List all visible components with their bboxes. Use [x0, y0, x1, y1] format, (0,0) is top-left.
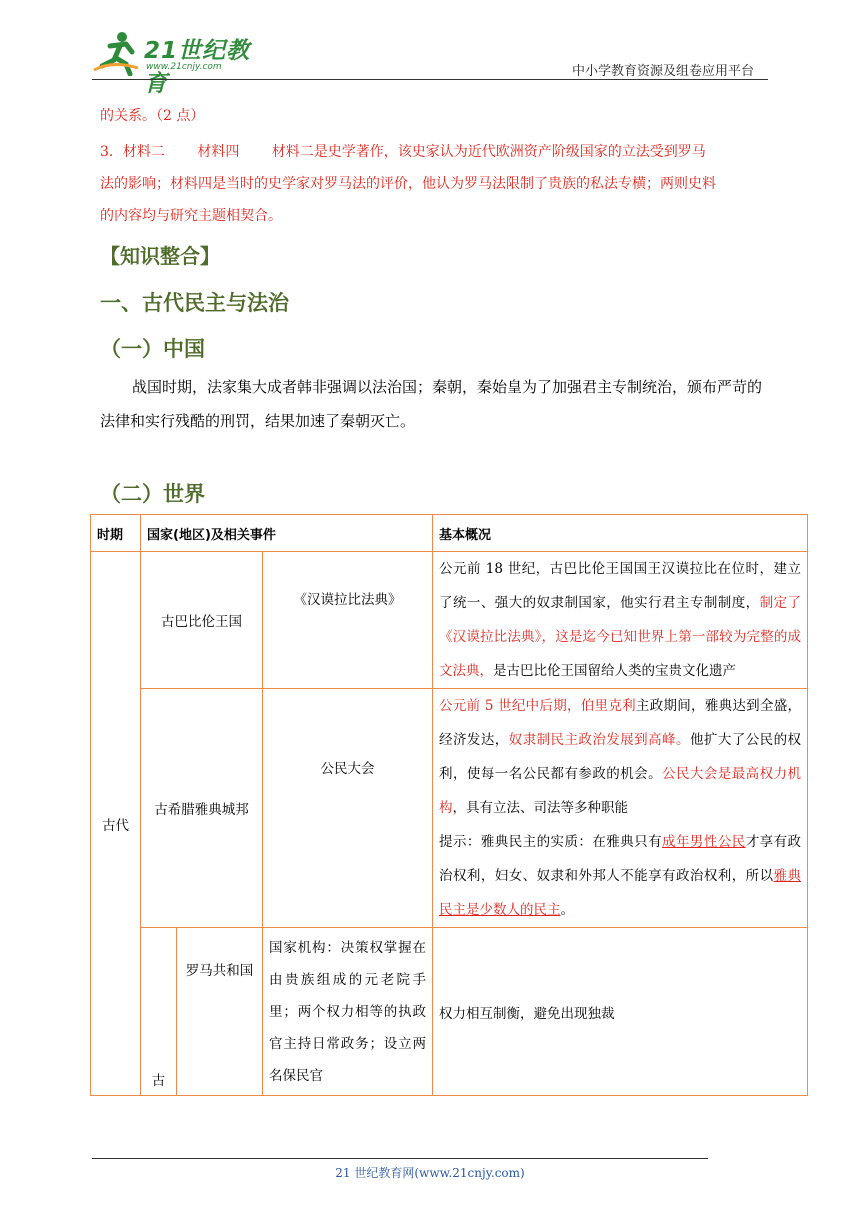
logo-url: www.21cnjy.com	[146, 62, 222, 72]
rome-country: 罗马共和国	[177, 928, 263, 1096]
athens-highlight-1: 公元前 5 世纪中后期，伯里克利	[439, 698, 636, 714]
answer-line-1: 的关系。（2 点）	[100, 108, 205, 124]
page-header	[0, 0, 860, 97]
footer-divider	[92, 1158, 708, 1159]
rome-institution: 国家机构：决策权掌握在由贵族组成的元老院手里；两个权力相等的执政官主持日常政务；设立两名保民官	[263, 928, 433, 1096]
athens-tip-end: 。	[560, 902, 574, 918]
table-header-row	[91, 515, 808, 552]
table-row-babylon	[91, 552, 808, 689]
answer-item3-line2: 法的影响；材料四是当时的史学家对罗马法的评价，他认为罗马法限制了贵族的私法专横；两则史料	[100, 176, 716, 192]
babylon-desc-text: 公元前 18 世纪，古巴比伦王国国王汉谟拉比在位时，建立了统一、强大的奴隶制国家，他实行君主专制制度，	[439, 561, 801, 611]
babylon-desc	[433, 552, 808, 689]
logo-text: 21世纪教育	[144, 38, 251, 97]
header-divider	[92, 79, 768, 80]
platform-label: 中小学教育资源及组卷应用平台	[571, 64, 754, 79]
table-row-athens	[91, 689, 808, 928]
athens-tip-highlight-1: 成年男性公民	[662, 834, 746, 850]
china-paragraph: 战国时期，法家集大成者韩非强调以法治国；秦朝，秦始皇为了加强君主专制统治，颁布严苛的法律和实行残酷的刑罚，结果加速了秦朝灭亡。	[100, 378, 763, 430]
athens-text-1: 主政期间，雅典达到全盛，经济发达，	[439, 698, 802, 748]
athens-country: 古希腊雅典城邦	[141, 689, 263, 928]
athens-tip-1: 提示：雅典民主的实质：在雅典只有	[439, 834, 663, 850]
athens-text-2: 他扩大了公民的权利，使每一名公民都有参政的机会。	[439, 732, 802, 782]
table-row-rome	[91, 928, 808, 1096]
header-country: 国家(地区)及相关事件	[141, 515, 433, 552]
header-overview: 基本概况	[433, 515, 808, 552]
knowledge-heading: 【知识整合】	[100, 244, 220, 268]
china-heading: （一）中国	[100, 337, 205, 361]
world-table	[90, 514, 808, 1096]
babylon-desc-highlight: 制定了《汉谟拉比法典》，这是迄今已知世界上第一部较为完整的成文法典，	[439, 595, 802, 679]
babylon-event: 《汉谟拉比法典》	[263, 552, 433, 689]
athens-tip-2: 才享有政治权利，妇女、奴隶和外邦人不能享有政治权利，所以	[439, 834, 802, 884]
rome-outer-cell: 古	[141, 928, 177, 1096]
babylon-desc-end: 是古巴比伦王国留给人类的宝贵文化遗产	[493, 663, 736, 679]
athens-event: 公民大会	[263, 689, 433, 928]
answer-item3-line1: 3．材料二 材料四 材料二是史学著作，该史家认为近代欧洲资产阶级国家的立法受到罗马	[100, 144, 706, 160]
section-heading: 一、古代民主与法治	[100, 291, 289, 315]
header-period: 时期	[91, 515, 141, 552]
world-heading: （二）世界	[100, 482, 205, 506]
page-footer: 21 世纪教育网(www.21cnjy.com)	[335, 1166, 525, 1180]
athens-highlight-3: 公民大会是最高权力机构	[439, 766, 802, 816]
athens-tip-highlight-2: 雅典民主是少数人的民主	[439, 868, 802, 918]
athens-desc	[433, 689, 808, 928]
babylon-country: 古巴比伦王国	[141, 552, 263, 689]
answer-item3-line3: 的内容均与研究主题相契合。	[100, 208, 282, 224]
athens-highlight-2: 奴隶制民主政治发展到高峰。	[508, 732, 690, 748]
site-logo	[92, 30, 262, 97]
rome-summary: 权力相互制衡，避免出现独裁	[433, 928, 808, 1096]
period-cell: 古代	[91, 552, 141, 1096]
athens-text-3: ，具有立法、司法等多种职能	[452, 800, 628, 816]
runner-icon	[92, 30, 142, 76]
